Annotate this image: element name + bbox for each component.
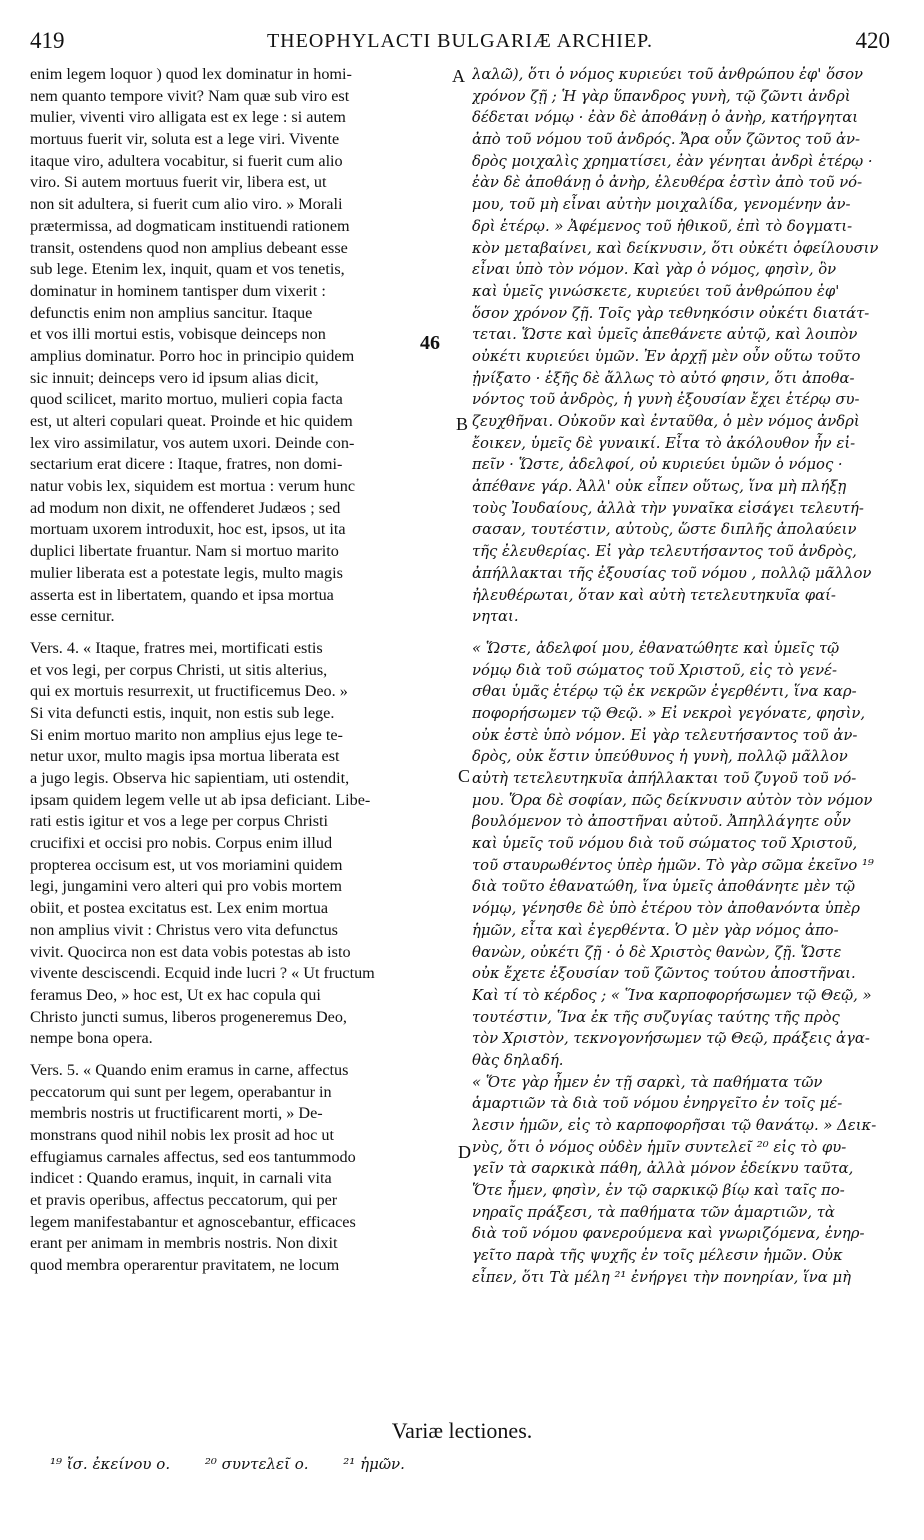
greek-text-line: τουτέστιν, Ἵνα ἐκ τῆς συζυγίας ταύτης τῆς πρὸς [472, 1008, 840, 1026]
greek-text-line: μου. Ὅρα δὲ σοφίαν, πῶς δείκνυσιν αὐτὸν τὸν νόμον [472, 791, 873, 809]
greek-text-line: λεσιν ἡμῶν, εἰς τὸ καρποφορῆσαι τῷ θανάτῳ. » Δεικ- [472, 1117, 877, 1134]
greek-text-line: τῆς ἐλευθερίας. Εἰ γὰρ τελευτήσαντος τοῦ ἀνδρὸς, [472, 543, 857, 561]
greek-text-line: ἐὰν δὲ ἀποθάνῃ ὁ ἀνὴρ, ἐλευθέρα ἐστὶν ἀπὸ τοῦ νό- [472, 174, 863, 192]
running-title: THEOPHYLACTI BULGARIÆ ARCHIEP. [266, 30, 654, 52]
latin-text-line: non amplius vivit : Christus vero vita defunctus [30, 920, 338, 939]
latin-column [30, 64, 458, 1277]
greek-text-line: νὺς, ὅτι ὁ νόμος οὐδὲν ἡμῖν συντελεῖ ²⁰ εἰς τὸ φυ- [472, 1138, 847, 1156]
greek-text-line: θανὼν, οὐκέτι ζῇ · ὁ δὲ Χριστὸς θανὼν, ζῇ. Ὥστε [472, 943, 842, 961]
latin-text-line: crucifixi et occisi pro nobis. Corpus enim illud [30, 834, 333, 853]
latin-text-line: rati estis igitur et vos a lege per corpus Christi [30, 812, 329, 831]
greek-text-line: αὐτὴ τετελευτηκυῖα ἀπήλλακται τοῦ ζυγοῦ τοῦ νό- [472, 770, 857, 787]
latin-text-line: mulier, viventi viro alligata est ex lege : si autem [30, 108, 346, 127]
latin-text-line: asserta est in libertatem, quando et ipsa mortua [30, 585, 334, 604]
greek-text-line: δρὸς, οὐκ ἔστιν ὑπεύθυνος ἡ γυνὴ, πολλῷ μᾶλλον [472, 748, 848, 766]
latin-text-line: nempe bona opera. [30, 1029, 153, 1048]
latin-text-line: non sit adultera, si fuerit cum alio viro. » Morali [30, 195, 343, 214]
page-number-right: 420 [855, 28, 890, 53]
greek-text-line: ποφορήσωμεν τῷ Θεῷ. » Εἰ νεκροὶ γεγόνατε, φησὶν, [472, 704, 866, 722]
latin-text-line: obiit, et postea excitatus est. Lex enim mortua [30, 899, 329, 918]
greek-column [472, 64, 892, 1289]
greek-text-line: ἔοικεν, ὑμεῖς δὲ γυναικί. Εἶτα τὸ ἀκόλουθον ἦν εἰ- [472, 434, 856, 452]
greek-text-line: ἡμῶν, εἶτα καὶ ἐγερθέντα. Ὁ μὲν γὰρ νόμος ἀπο- [472, 921, 839, 939]
greek-text-line: οὐκέτι κυριεύει ὑμῶν. Ἐν ἀρχῇ μὲν οὖν οὕτω τοῦτο [472, 347, 861, 365]
latin-text-line: viro. Si autem mortuus fuerit vir, libera est, ut [30, 173, 327, 192]
latin-text-line: feramus Deo, » hoc est, Ut ex hac copula qui [30, 985, 321, 1004]
latin-text-line: sectarium erat dicere : Itaque, fratres, non domi- [30, 455, 343, 474]
paragraph-gap [472, 628, 892, 638]
greek-text-line: « Ὥστε, ἀδελφοί μου, ἐθανατώθητε καὶ ὑμεῖς τῷ [472, 639, 840, 657]
variant-note: ¹⁹ ἴσ. ἐκείνου ο. [50, 1455, 171, 1473]
latin-text-line: mortuam uxorem introduxit, hoc est, ipsos, ut ita [30, 520, 346, 539]
latin-text-line: itaque viro, adultera vocabitur, si fuerit cum alio [30, 151, 343, 170]
margin-number: 46 [420, 332, 440, 354]
greek-text-line: ἠλευθέρωται, ὅταν καὶ αὐτὴ τετελευτηκυῖα φαί- [472, 586, 836, 604]
greek-text-line: νηραῖς πράξεσι, τὰ παθήματα τῶν ἁμαρτιῶν, τὰ [472, 1203, 835, 1221]
latin-text-line: Vers. 5. « Quando enim eramus in carne, affectus [30, 1060, 349, 1079]
latin-text-line: erant per animam in membris nostris. Non dixit [30, 1234, 338, 1253]
greek-text-line: ζευχθῆναι. Οὐκοῦν καὶ ἐνταῦθα, ὁ μὲν νόμος ἀνδρὶ [472, 413, 860, 430]
latin-text-line: quod scilicet, marito mortuo, mulieri copia facta [30, 390, 343, 409]
greek-text-line: σθαι ὑμᾶς ἑτέρῳ τῷ ἐκ νεκρῶν ἐγερθέντι, ἵνα καρ- [472, 683, 857, 701]
latin-text-line: propterea occisum est, ut vos moriamini quidem [30, 855, 343, 874]
latin-text-line: sub lege. Etenim lex, inquit, quam et vos tenetis, [30, 260, 345, 279]
greek-text-line: δρὸς μοιχαλὶς χρηματίσει, ἐὰν γένηται ἀνδρὶ ἑτέρῳ · [472, 152, 873, 170]
greek-text-line: Καὶ τί τὸ κέρδος ; « Ἵνα καρποφορήσωμεν τῷ Θεῷ, » [472, 986, 872, 1004]
paragraph-gap [30, 1050, 458, 1060]
greek-text-line: καὶ ὑμεῖς τοῦ νόμου διὰ τοῦ σώματος τοῦ Χριστοῦ, [472, 835, 858, 853]
latin-text-line: vivente desciscendi. Ecquid inde lucri ? « Ut fructum [30, 964, 375, 983]
latin-text-line: legem manifestabantur et agnoscebantur, efficaces [30, 1212, 356, 1231]
greek-text-line: νόμῳ, γένησθε δὲ ὑπὸ ἑτέρου τὸν ἀποθανόντα ὑπὲρ [472, 900, 861, 918]
greek-text-line: Ὅτε ἦμεν, φησὶν, ἐν τῷ σαρκικῷ βίῳ καὶ ταῖς πο- [472, 1182, 845, 1200]
latin-text-line: duplici libertate fruantur. Nam si mortuo marito [30, 542, 339, 561]
paragraph-gap [30, 628, 458, 638]
latin-text-line: qui ex mortuis resurrexit, ut fructificemus Deo. » [30, 682, 348, 701]
latin-text-line: esse cernitur. [30, 607, 115, 626]
latin-text-line: peccatorum qui sunt per legem, operabantur in [30, 1082, 332, 1101]
greek-text-line: δέδεται νόμῳ · ἐὰν δὲ ἀποθάνῃ ὁ ἀνὴρ, κατήργηται [472, 109, 859, 127]
latin-text-line: natur vobis lex, siquidem est mortua : verum hunc [30, 477, 356, 496]
greek-text-line: δρὶ ἑτέρῳ. » Ἀφέμενος τοῦ ἠθικοῦ, ἐπὶ τὸ δογματι- [472, 217, 853, 235]
latin-text-line: est, ut alteri copulari queat. Proinde et hic quidem [30, 412, 353, 430]
greek-text-line: ἁμαρτιῶν τὰ διὰ τοῦ νόμου ἐνηργεῖτο ἐν τοῖς μέ- [472, 1095, 843, 1113]
greek-text-line: διὰ τοῦ νόμου φανερούμενα καὶ γνωριζόμενα, ἐνηρ- [472, 1225, 865, 1243]
margin-marker-c: C [458, 766, 471, 786]
greek-text-line: νηται. [472, 608, 519, 626]
latin-text-line: et pravis operibus, affectus peccatorum, qui per [30, 1191, 338, 1210]
variant-note: ²¹ ἡμῶν. [343, 1455, 405, 1473]
greek-text-line: θὰς δηλαδή. [472, 1051, 564, 1069]
page-header [30, 28, 890, 62]
greek-text-line: κὸν μεταβαίνει, καὶ δείκνυσιν, ὅτι οὐκέτι ὀφείλουσιν [472, 239, 879, 257]
latin-text-line: netur uxor, multo magis ipsa mortua liberata est [30, 747, 340, 766]
latin-text-line: vivit. Quocirca non est data vobis potestas ab isto [30, 942, 351, 961]
greek-text-line: εἶπεν, ὅτι Τὰ μέλη ²¹ ἐνήργει τὴν πονηρίαν, ἵνα μὴ [472, 1268, 851, 1286]
latin-text-line: Si enim mortuo marito non amplius ejus lege te- [30, 725, 343, 744]
greek-text-line: ὅσον χρόνον ζῇ. Τοῖς γὰρ τεθνηκόσιν οὐκέτι διατάτ- [472, 304, 870, 322]
greek-text-line: γεῖτο παρὰ τῆς ψυχῆς ἐν τοῖς μέλεσιν ἡμῶν. Οὐκ [472, 1247, 843, 1265]
greek-text-line: καὶ ὑμεῖς γινώσκετε, κυριεύει τοῦ ἀνθρώπου ἐφ' [472, 282, 840, 300]
latin-text-line: transit, ostendens quod non amplius debeant esse [30, 238, 348, 257]
latin-text-line: effugiamus carnales affectus, sed eos tantummodo [30, 1147, 356, 1166]
greek-text-line: τὸν Χριστὸν, τεκνογονήσωμεν τῷ Θεῷ, πράξεις ἀγα- [472, 1030, 870, 1048]
greek-text-line: χρόνον ζῇ ; Ἡ γὰρ ὕπανδρος γυνὴ, τῷ ζῶντι ἀνδρὶ [472, 87, 851, 105]
latin-text-line: legi, jungamini vero alteri qui pro vobis mortem [30, 877, 342, 896]
variae-lectiones-title: Variæ lectiones. [391, 1418, 533, 1443]
latin-text-line: dominatur in hominem tantisper dum vixerit : [30, 281, 326, 300]
latin-text-line: Vers. 4. « Itaque, fratres mei, mortificati estis [30, 638, 323, 657]
latin-text-line: defunctis enim non amplius sancitur. Itaque [30, 303, 313, 322]
latin-text-line: indicet : Quando eramus, inquit, in carnali vita [30, 1169, 332, 1188]
latin-text-line: Si vita defuncti estis, inquit, non estis sub lege. [30, 703, 335, 722]
greek-text-line: νόντος τοῦ ἀνδρὸς, ἡ γυνὴ ἐξουσίαν ἔχει ἑτέρῳ συ- [472, 391, 860, 409]
latin-text-line: mulier liberata est a potestate legis, multo magis [30, 563, 343, 582]
margin-marker-a: A [452, 66, 465, 86]
variant-notes [50, 1455, 435, 1473]
greek-text-line: ᾐνίξατο · ἑξῆς δὲ ἄλλως τὸ αὐτό φησιν, ὅτι ἀποθα- [472, 369, 855, 387]
latin-text-line: lex viro assimilatur, vos autem uxori. Deinde con- [30, 433, 355, 452]
latin-text-line: prætermissa, ad dogmaticam instituendi rationem [30, 216, 350, 235]
greek-text-line: τοῦ σταυρωθέντος ὑπὲρ ἡμῶν. Τὸ γὰρ σῶμα ἐκεῖνο ¹⁹ [472, 856, 874, 874]
latin-text-line: membris nostris ut fructificarent morti, » De- [30, 1104, 323, 1123]
greek-text-line: ἀπήλλακται τῆς ἐξουσίας τοῦ νόμου , πολλῷ μᾶλλον [472, 564, 872, 582]
greek-text-line: τεται. Ὥστε καὶ ὑμεῖς ἀπεθάνετε αὐτῷ, καὶ λοιπὸν [472, 326, 858, 344]
greek-text-line: πεῖν · Ὥστε, ἀδελφοί, οὐ κυριεύει ὑμῶν ὁ νόμος · [472, 456, 843, 474]
latin-text-line: ipsam quidem legem velle ut ab ipsa deficiant. Libe- [30, 790, 371, 809]
greek-text-line: ἀπὸ τοῦ νόμου τοῦ ἀνδρός. Ἄρα οὖν ζῶντος τοῦ ἀν- [472, 131, 861, 149]
margin-marker-b: B [456, 414, 469, 434]
latin-text-line: monstrans quod nihil nobis lex prosit ad hoc ut [30, 1126, 334, 1144]
latin-text-line: amplius dominatur. Porro hoc in principio quidem [30, 346, 355, 365]
latin-text-line: et vos legi, per corpus Christi, ut sitis alterius, [30, 660, 328, 679]
greek-text-line: ἀπέθανε γάρ. Ἀλλ' οὐκ εἶπεν οὕτως, ἵνα μὴ πλήξῃ [472, 478, 847, 496]
greek-text-line: σασαν, τουτέστιν, αὐτοὺς, ὥστε διπλῆς ἀπολαύειν [472, 521, 857, 539]
greek-text-line: διὰ τοῦτο ἐθανατώθη, ἵνα ὑμεῖς ἀποθάνητε μὲν τῷ [472, 878, 856, 896]
latin-text-line: enim legem loquor ) quod lex dominatur in homi- [30, 65, 352, 83]
latin-text-line: sic innuit; deinceps vero id ipsum alias dicit, [30, 368, 319, 387]
latin-text-line: mortuus fuerit vir, soluta est a lege viri. Vivente [30, 130, 340, 149]
latin-text-line: a jugo legis. Observa hic sapientiam, uti ostendit, [30, 769, 350, 787]
greek-text-line: « Ὅτε γὰρ ἦμεν ἐν τῇ σαρκὶ, τὰ παθήματα τῶν [472, 1073, 823, 1091]
latin-text-line: ad modum non dixit, ne offenderet Judæos ; sed [30, 498, 341, 517]
greek-text-line: βουλόμενον τὸ ἀποστῆναι αὐτοῦ. Ἀπηλλάγητε οὖν [472, 813, 851, 831]
latin-text-line: nem quanto tempore vivit? Nam quæ sub viro est [30, 86, 350, 105]
variant-note: ²⁰ συντελεῖ ο. [204, 1455, 309, 1473]
latin-text-line: et vos illi mortui estis, vobisque deinceps non [30, 325, 326, 344]
page-number-left: 419 [30, 28, 65, 53]
greek-text-line: οὐκ ἐστὲ ὑπὸ νόμον. Εἰ γὰρ τελευτήσαντος τοῦ ἀν- [472, 726, 858, 744]
latin-text-line: quod membra operarentur pravitatem, ne locum [30, 1256, 340, 1275]
greek-text-line: νόμῳ διὰ τοῦ σώματος τοῦ Χριστοῦ, εἰς τὸ γενέ- [472, 661, 838, 679]
greek-text-line: μου, τοῦ μὴ εἶναι αὐτὴν μοιχαλίδα, γενομένην ἀν- [472, 196, 851, 214]
greek-text-line: γεῖν τὰ σαρκικὰ πάθη, ἀλλὰ μόνον ἐδείκνυ ταῦτα, [472, 1160, 854, 1178]
greek-text-line: τοὺς Ἰουδαίους, ἀλλὰ τὴν γυναῖκα εἰσάγει τελευτή- [472, 499, 864, 517]
greek-text-line: λαλῶ), ὅτι ὁ νόμος κυριεύει τοῦ ἀνθρώπου ἐφ' ὅσον [472, 66, 863, 83]
margin-marker-d: D [458, 1142, 471, 1162]
greek-text-line: οὐκ ἔχετε ἐξουσίαν τοῦ ζῶντος τούτου ἀποστῆναι. [472, 965, 856, 983]
greek-text-line: εἶναι ὑπὸ τὸν νόμον. Καὶ γὰρ ὁ νόμος, φησὶν, ὃν [472, 261, 837, 279]
latin-text-line: Christo juncti sumus, liberos progeneremus Deo, [30, 1007, 347, 1026]
